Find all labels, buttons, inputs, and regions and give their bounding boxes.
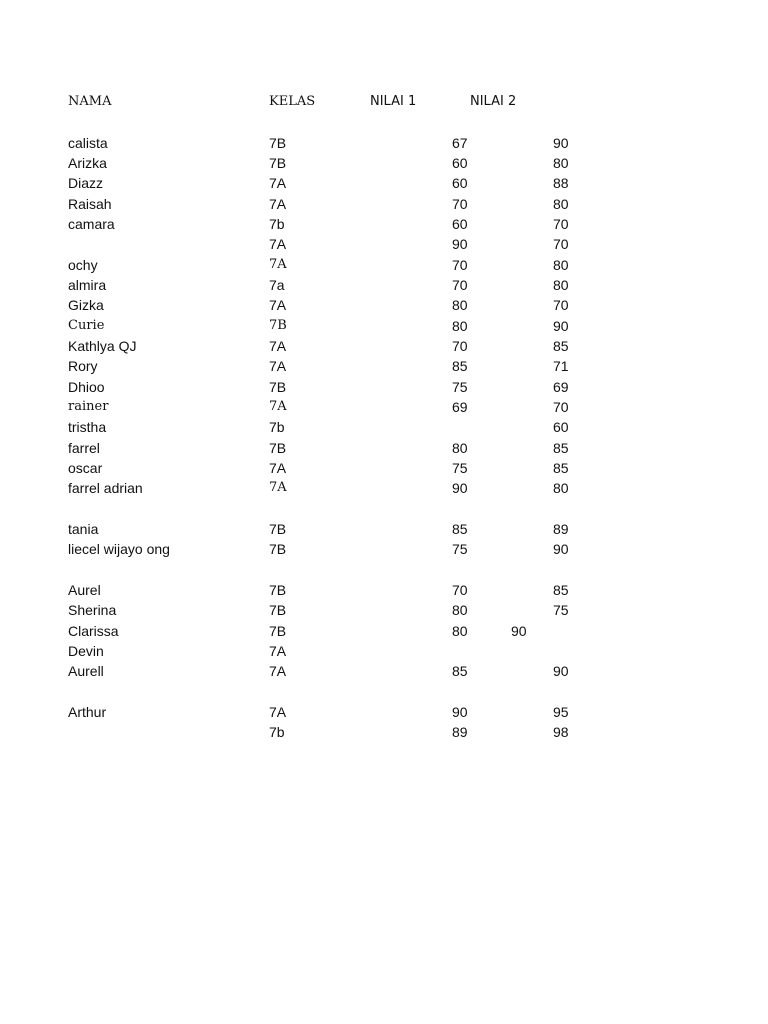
row-nilai-1: 70 <box>452 196 468 212</box>
row-nilai-2: 80 <box>553 257 569 273</box>
row-nilai-2: 90 <box>553 318 569 334</box>
row-nama: Aurell <box>68 663 104 679</box>
row-nilai-1: 75 <box>452 379 468 395</box>
row-nilai-2: 70 <box>553 216 569 232</box>
row-nilai-1: 70 <box>452 277 468 293</box>
table-row <box>0 214 768 234</box>
row-kelas: 7A <box>269 704 287 720</box>
row-nilai-1: 90 <box>452 480 468 496</box>
row-nilai-1: 90 <box>452 236 468 252</box>
row-nilai-1: 80 <box>452 602 468 618</box>
row-nilai-1: 80 <box>452 440 468 456</box>
table-row <box>0 417 768 437</box>
row-nilai-2: 88 <box>553 175 569 191</box>
row-nilai-1: 60 <box>452 216 468 232</box>
table-row <box>0 519 768 539</box>
row-kelas: 7b <box>269 216 285 232</box>
row-kelas: 7B <box>269 521 287 537</box>
row-nama: Clarissa <box>68 623 119 639</box>
table-row <box>0 661 768 681</box>
row-nilai-2-misaligned: 90 <box>511 623 527 639</box>
row-kelas: 7B <box>269 155 287 171</box>
table-header <box>0 92 768 112</box>
table-row <box>0 295 768 315</box>
row-nilai-2: 98 <box>553 724 569 740</box>
table-row <box>0 153 768 173</box>
row-nama: Rory <box>68 358 98 374</box>
table-row <box>0 397 768 417</box>
row-nilai-1: 67 <box>452 135 468 151</box>
row-nilai-1: 80 <box>452 297 468 313</box>
table-row <box>0 722 768 742</box>
table-row <box>0 133 768 153</box>
header-nama: NAMA <box>68 94 112 109</box>
table-row <box>0 580 768 600</box>
row-kelas: 7a <box>269 277 285 293</box>
table-row <box>0 600 768 620</box>
row-kelas: 7B <box>269 379 287 395</box>
row-kelas: 7A <box>269 480 287 495</box>
row-kelas: 7b <box>269 419 285 435</box>
row-nilai-2: 69 <box>553 379 569 395</box>
row-kelas: 7B <box>269 135 287 151</box>
table-row <box>0 539 768 559</box>
row-kelas: 7A <box>269 236 287 252</box>
row-kelas: 7b <box>269 724 285 740</box>
row-nama: Arthur <box>68 704 107 720</box>
table-row <box>0 316 768 336</box>
row-kelas: 7A <box>269 257 287 272</box>
row-kelas: 7A <box>269 399 287 414</box>
row-nilai-2: 85 <box>553 338 569 354</box>
table-row <box>0 478 768 498</box>
row-nama: Curie <box>68 318 105 333</box>
row-nilai-2: 60 <box>553 419 569 435</box>
row-nama: liecel wijayo ong <box>68 541 170 557</box>
row-nama: tristha <box>68 419 107 435</box>
row-nilai-2: 71 <box>553 358 569 374</box>
row-nilai-2: 85 <box>553 440 569 456</box>
row-kelas: 7A <box>269 358 287 374</box>
row-nilai-1: 85 <box>452 521 468 537</box>
row-nama: Aurel <box>68 582 101 598</box>
row-nilai-1: 60 <box>452 175 468 191</box>
row-nama: oscar <box>68 460 103 476</box>
header-nilai-2: NILAI 2 <box>470 94 517 109</box>
table-row <box>0 234 768 254</box>
row-nama: Kathlya QJ <box>68 338 137 354</box>
row-nilai-1: 89 <box>452 724 468 740</box>
row-nilai-2: 90 <box>553 541 569 557</box>
row-nilai-2: 80 <box>553 480 569 496</box>
row-nama: farrel <box>68 440 100 456</box>
row-nilai-2: 80 <box>553 277 569 293</box>
header-nilai-1: NILAI 1 <box>370 94 417 109</box>
table-row <box>0 438 768 458</box>
row-nama: tania <box>68 521 99 537</box>
row-nilai-1: 69 <box>452 399 468 415</box>
row-kelas: 7A <box>269 460 287 476</box>
table-row <box>0 275 768 295</box>
row-nama: camara <box>68 216 115 232</box>
row-nama: Sherina <box>68 602 117 618</box>
row-kelas: 7A <box>269 338 287 354</box>
table-row <box>0 336 768 356</box>
row-kelas: 7B <box>269 318 287 333</box>
row-nilai-2: 80 <box>553 196 569 212</box>
table-row <box>0 377 768 397</box>
row-kelas: 7B <box>269 602 287 618</box>
row-nilai-1: 75 <box>452 541 468 557</box>
row-nilai-2: 95 <box>553 704 569 720</box>
row-nilai-2: 75 <box>553 602 569 618</box>
row-nilai-1: 85 <box>452 358 468 374</box>
row-nilai-2: 80 <box>553 155 569 171</box>
row-nama: farrel adrian <box>68 480 143 496</box>
table-row <box>0 458 768 478</box>
row-nilai-2: 85 <box>553 460 569 476</box>
row-nilai-2: 70 <box>553 399 569 415</box>
table-row <box>0 194 768 214</box>
row-nama: Arizka <box>68 155 107 171</box>
row-nama: ochy <box>68 257 98 273</box>
row-nilai-1: 80 <box>452 318 468 334</box>
table-row <box>0 641 768 661</box>
row-nilai-1: 90 <box>452 704 468 720</box>
row-nilai-1: 70 <box>452 257 468 273</box>
row-nilai-2: 70 <box>553 236 569 252</box>
row-nilai-2: 90 <box>553 135 569 151</box>
row-kelas: 7A <box>269 643 287 659</box>
row-nama: Dhioo <box>68 379 105 395</box>
row-kelas: 7B <box>269 440 287 456</box>
row-nilai-2: 70 <box>553 297 569 313</box>
row-nilai-1: 75 <box>452 460 468 476</box>
table-row <box>0 621 768 641</box>
row-nilai-2: 90 <box>553 663 569 679</box>
row-nama: Raisah <box>68 196 112 212</box>
table-row <box>0 356 768 376</box>
row-nilai-1: 80 <box>452 623 468 639</box>
row-nama: Diazz <box>68 175 104 191</box>
row-nilai-2: 89 <box>553 521 569 537</box>
row-kelas: 7B <box>269 582 287 598</box>
header-kelas: KELAS <box>269 94 316 109</box>
row-kelas: 7A <box>269 196 287 212</box>
row-nilai-1: 70 <box>452 582 468 598</box>
row-nilai-1: 60 <box>452 155 468 171</box>
row-kelas: 7A <box>269 175 287 191</box>
table-row <box>0 702 768 722</box>
table-row <box>0 173 768 193</box>
row-nama: calista <box>68 135 108 151</box>
row-nama: Gizka <box>68 297 104 313</box>
row-nilai-1: 85 <box>452 663 468 679</box>
row-kelas: 7A <box>269 663 287 679</box>
row-nama: almira <box>68 277 107 293</box>
row-kelas: 7B <box>269 623 287 639</box>
row-nama: Devin <box>68 643 104 659</box>
table-row <box>0 255 768 275</box>
row-nilai-1: 70 <box>452 338 468 354</box>
row-kelas: 7B <box>269 541 287 557</box>
row-nilai-2: 85 <box>553 582 569 598</box>
row-nama: rainer <box>68 399 109 414</box>
row-kelas: 7A <box>269 297 287 313</box>
